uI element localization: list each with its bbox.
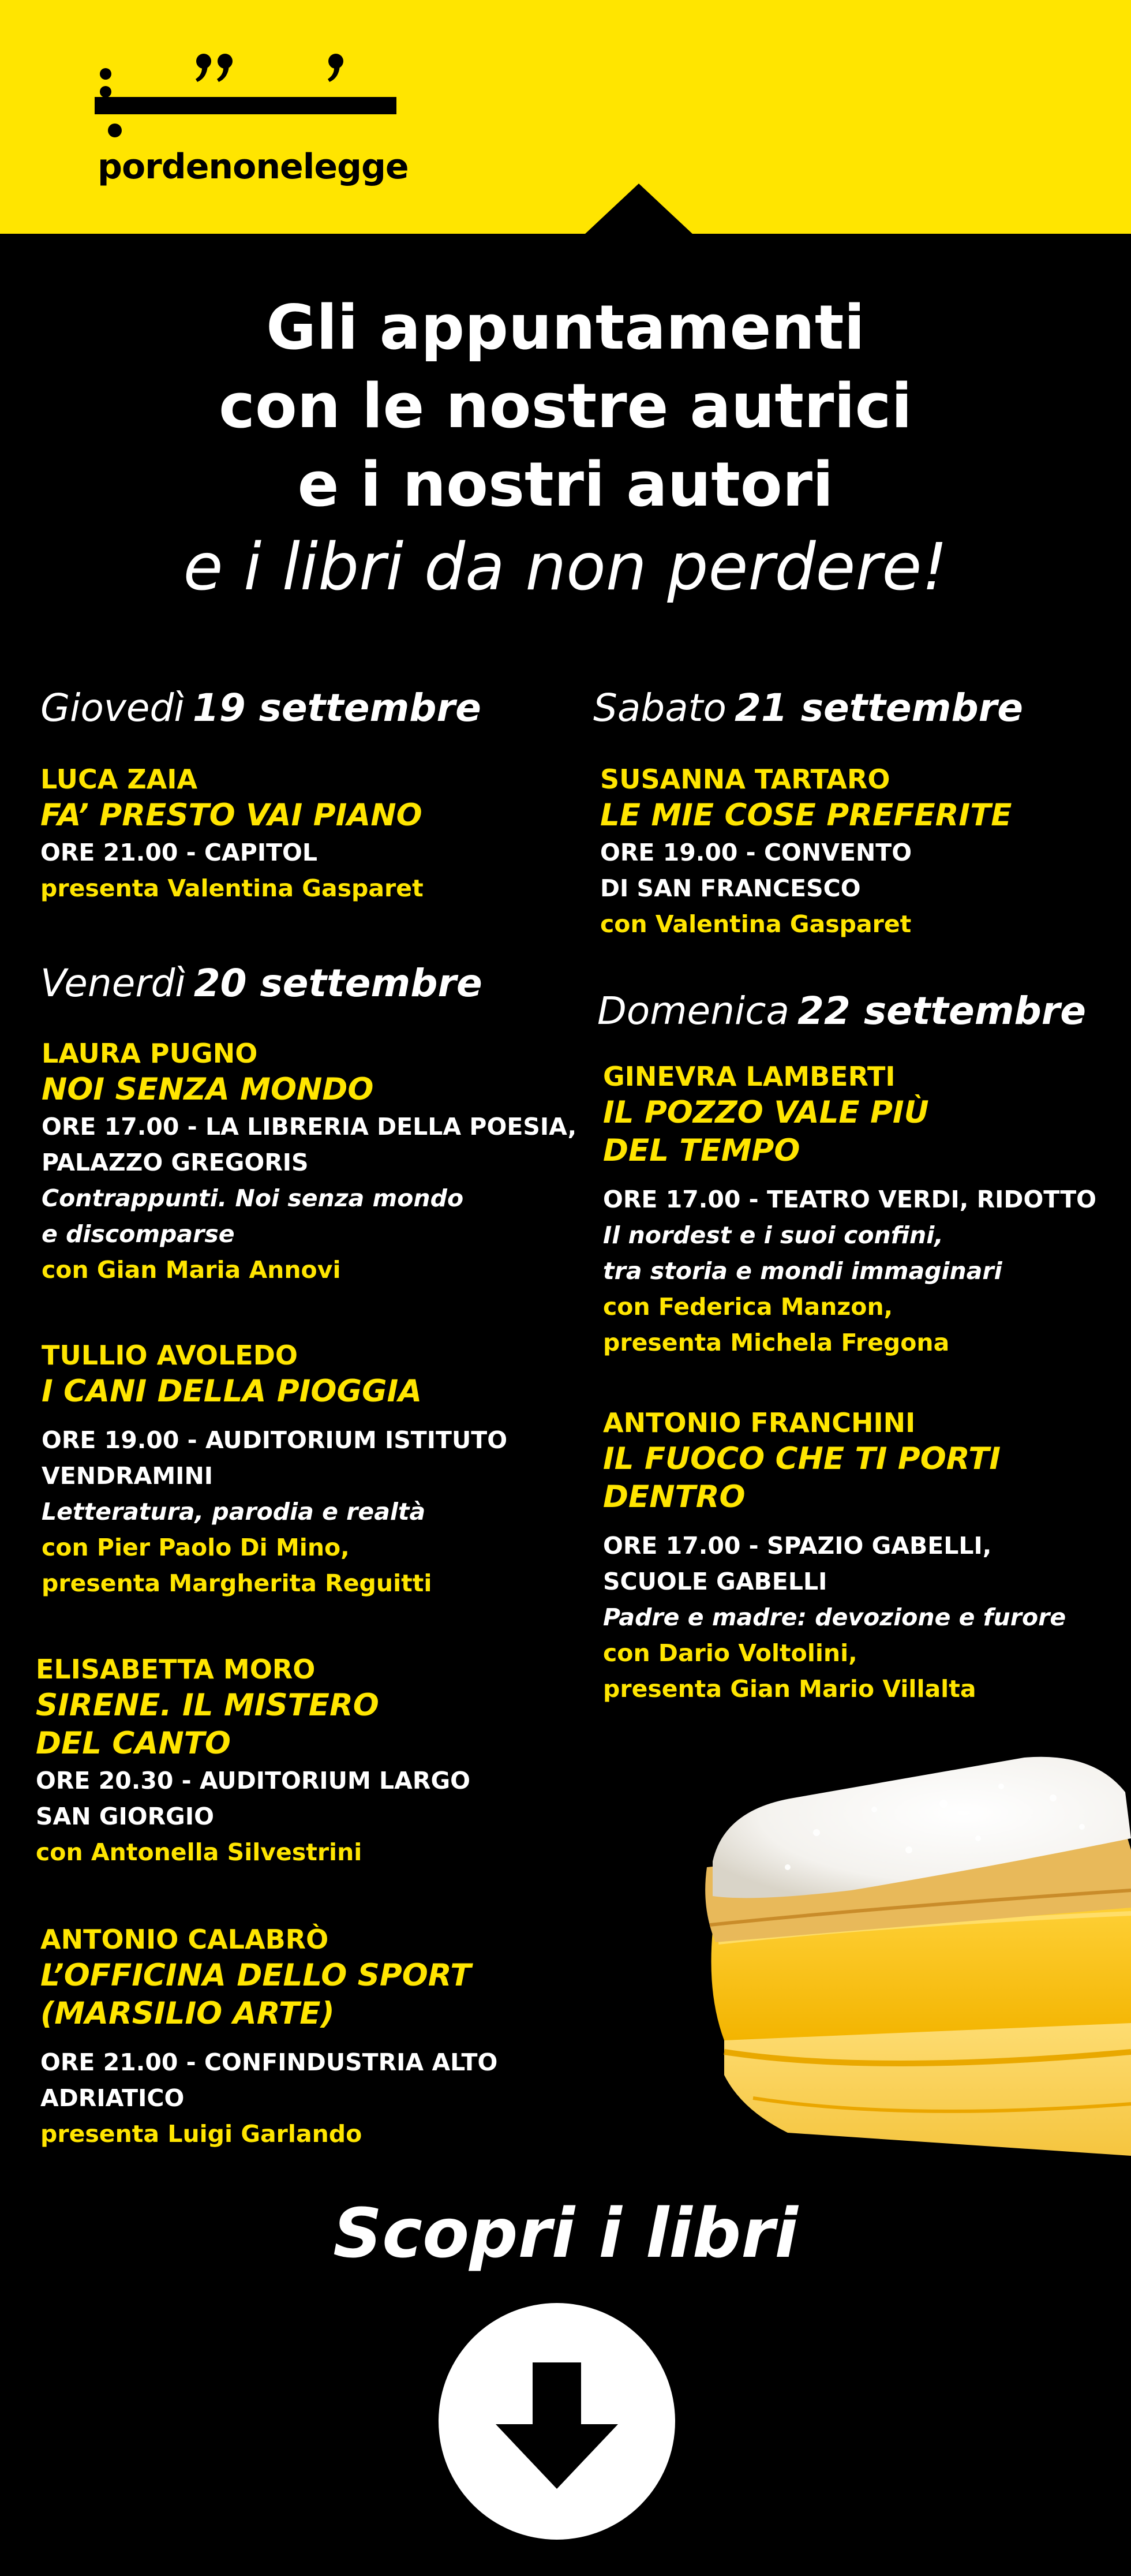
event-book-title: L’OFFICINA DELLO SPORT — [40, 1958, 471, 1993]
event-author: LUCA ZAIA — [40, 764, 198, 795]
event-time-place: PALAZZO GREGORIS — [42, 1149, 309, 1176]
event-time-place: SCUOLE GABELLI — [603, 1568, 827, 1595]
event-presenters: con Valentina Gasparet — [600, 910, 912, 938]
event-time-place: ORE 19.00 - CONVENTO — [600, 839, 912, 866]
day-name: Giovedì — [40, 686, 185, 730]
day-date: 20 settembre — [193, 961, 482, 1005]
event-author: SUSANNA TARTARO — [600, 764, 890, 795]
event-book-title: SIRENE. IL MISTERO — [36, 1688, 379, 1723]
event-presenters: presenta Luigi Garlando — [40, 2120, 362, 2148]
day-name: Domenica — [597, 989, 789, 1033]
event-antonio-franchini — [603, 1405, 1066, 1707]
event-presenters: con Pier Paolo Di Mino, — [42, 1534, 350, 1561]
day-header-saturday — [593, 686, 1023, 730]
event-book-title: NOI SENZA MONDO — [42, 1072, 374, 1107]
event-laura-pugno — [42, 1036, 576, 1288]
day-name: Sabato — [593, 686, 726, 730]
event-time-place: ORE 19.00 - AUDITORIUM ISTITUTO — [42, 1426, 508, 1454]
day-date: 22 settembre — [797, 989, 1087, 1033]
event-presenters: con Antonella Silvestrini — [36, 1838, 362, 1866]
event-book-title: (MARSILIO ARTE) — [40, 1996, 335, 2031]
day-header-thursday — [40, 686, 481, 730]
spacer — [603, 1170, 1096, 1182]
event-presenters: presenta Margherita Reguitti — [42, 1569, 432, 1597]
event-time-place: SAN GIORGIO — [36, 1803, 214, 1830]
event-susanna-tartaro — [600, 762, 1012, 942]
event-subtitle: Contrappunti. Noi senza mondo — [42, 1184, 464, 1212]
event-luca-zaia — [40, 762, 424, 906]
event-author: ANTONIO FRANCHINI — [603, 1407, 916, 1438]
event-time-place: ORE 17.00 - LA LIBRERIA DELLA POESIA, — [42, 1113, 577, 1141]
headline-line-3: e i nostri autori — [297, 449, 834, 520]
day-date: 21 settembre — [734, 686, 1023, 730]
spacer — [603, 1516, 1066, 1528]
event-ginevra-lamberti — [603, 1059, 1096, 1360]
event-book-title: DEL TEMPO — [603, 1133, 800, 1168]
event-presenters: con Federica Manzon, — [603, 1293, 893, 1321]
event-author: ANTONIO CALABRÒ — [40, 1924, 329, 1955]
event-presenters: con Gian Maria Annovi — [42, 1256, 341, 1284]
arrow-down-icon — [439, 2303, 675, 2540]
event-presenters: con Dario Voltolini, — [603, 1639, 857, 1667]
headline-line-2: con le nostre autrici — [219, 371, 912, 442]
event-time-place: ORE 20.30 - AUDITORIUM LARGO — [36, 1767, 470, 1794]
event-presenters: presenta Valentina Gasparet — [40, 874, 424, 902]
event-subtitle: tra storia e mondi immaginari — [603, 1257, 1002, 1285]
event-presenters: presenta Gian Mario Villalta — [603, 1675, 976, 1703]
headline-line-1: Gli appuntamenti — [266, 292, 865, 363]
discover-books-button[interactable] — [439, 2303, 675, 2540]
headline-tagline: e i libri da non perdere! — [183, 530, 948, 605]
logo-mark — [95, 44, 400, 148]
event-subtitle: Padre e madre: devozione e furore — [603, 1603, 1066, 1631]
event-book-title: I CANI DELLA PIOGGIA — [42, 1374, 422, 1409]
event-presenters: presenta Michela Fregona — [603, 1329, 950, 1356]
day-date: 19 settembre — [192, 686, 481, 730]
event-time-place: ORE 21.00 - CAPITOL — [40, 839, 318, 866]
event-author: GINEVRA LAMBERTI — [603, 1061, 896, 1092]
event-time-place: ORE 17.00 - TEATRO VERDI, RIDOTTO — [603, 1186, 1097, 1213]
millefoglie-cake-image — [701, 1752, 1131, 2179]
event-book-title: DEL CANTO — [36, 1726, 231, 1761]
event-book-title: IL POZZO VALE PIÙ — [603, 1095, 929, 1130]
event-time-place: DI SAN FRANCESCO — [600, 874, 861, 902]
day-header-friday — [40, 961, 482, 1005]
day-header-sunday — [597, 989, 1086, 1033]
event-time-place: ORE 21.00 - CONFINDUSTRIA ALTO — [40, 2048, 498, 2076]
event-subtitle: e discomparse — [42, 1220, 235, 1248]
pordenonelegge-logo[interactable] — [95, 44, 409, 188]
day-name: Venerdì — [40, 961, 186, 1005]
logo-wordmark: pordenonelegge — [98, 147, 409, 187]
event-time-place: ORE 17.00 - SPAZIO GABELLI, — [603, 1532, 992, 1560]
event-book-title: DENTRO — [603, 1479, 746, 1515]
spacer — [42, 1411, 507, 1422]
header-band — [0, 0, 1131, 234]
event-book-title: FA’ PRESTO VAI PIANO — [40, 798, 422, 833]
event-author: ELISABETTA MORO — [36, 1654, 316, 1685]
event-tullio-avoledo — [42, 1338, 507, 1601]
event-book-title: IL FUOCO CHE TI PORTI — [603, 1441, 1001, 1476]
discover-books-label[interactable]: Scopri i libri — [333, 2193, 798, 2273]
event-elisabetta-moro — [36, 1652, 470, 1870]
event-book-title: LE MIE COSE PREFERITE — [600, 798, 1012, 833]
spacer — [40, 2033, 497, 2044]
headline — [0, 289, 1131, 611]
event-antonio-calabro — [40, 1922, 497, 2152]
header-notch — [585, 184, 693, 234]
event-author: LAURA PUGNO — [42, 1038, 258, 1069]
event-subtitle: Il nordest e i suoi confini, — [603, 1221, 943, 1249]
event-time-place: VENDRAMINI — [42, 1462, 214, 1490]
event-subtitle: Letteratura, parodia e realtà — [42, 1498, 426, 1526]
event-time-place: ADRIATICO — [40, 2084, 185, 2112]
event-author: TULLIO AVOLEDO — [42, 1340, 298, 1371]
